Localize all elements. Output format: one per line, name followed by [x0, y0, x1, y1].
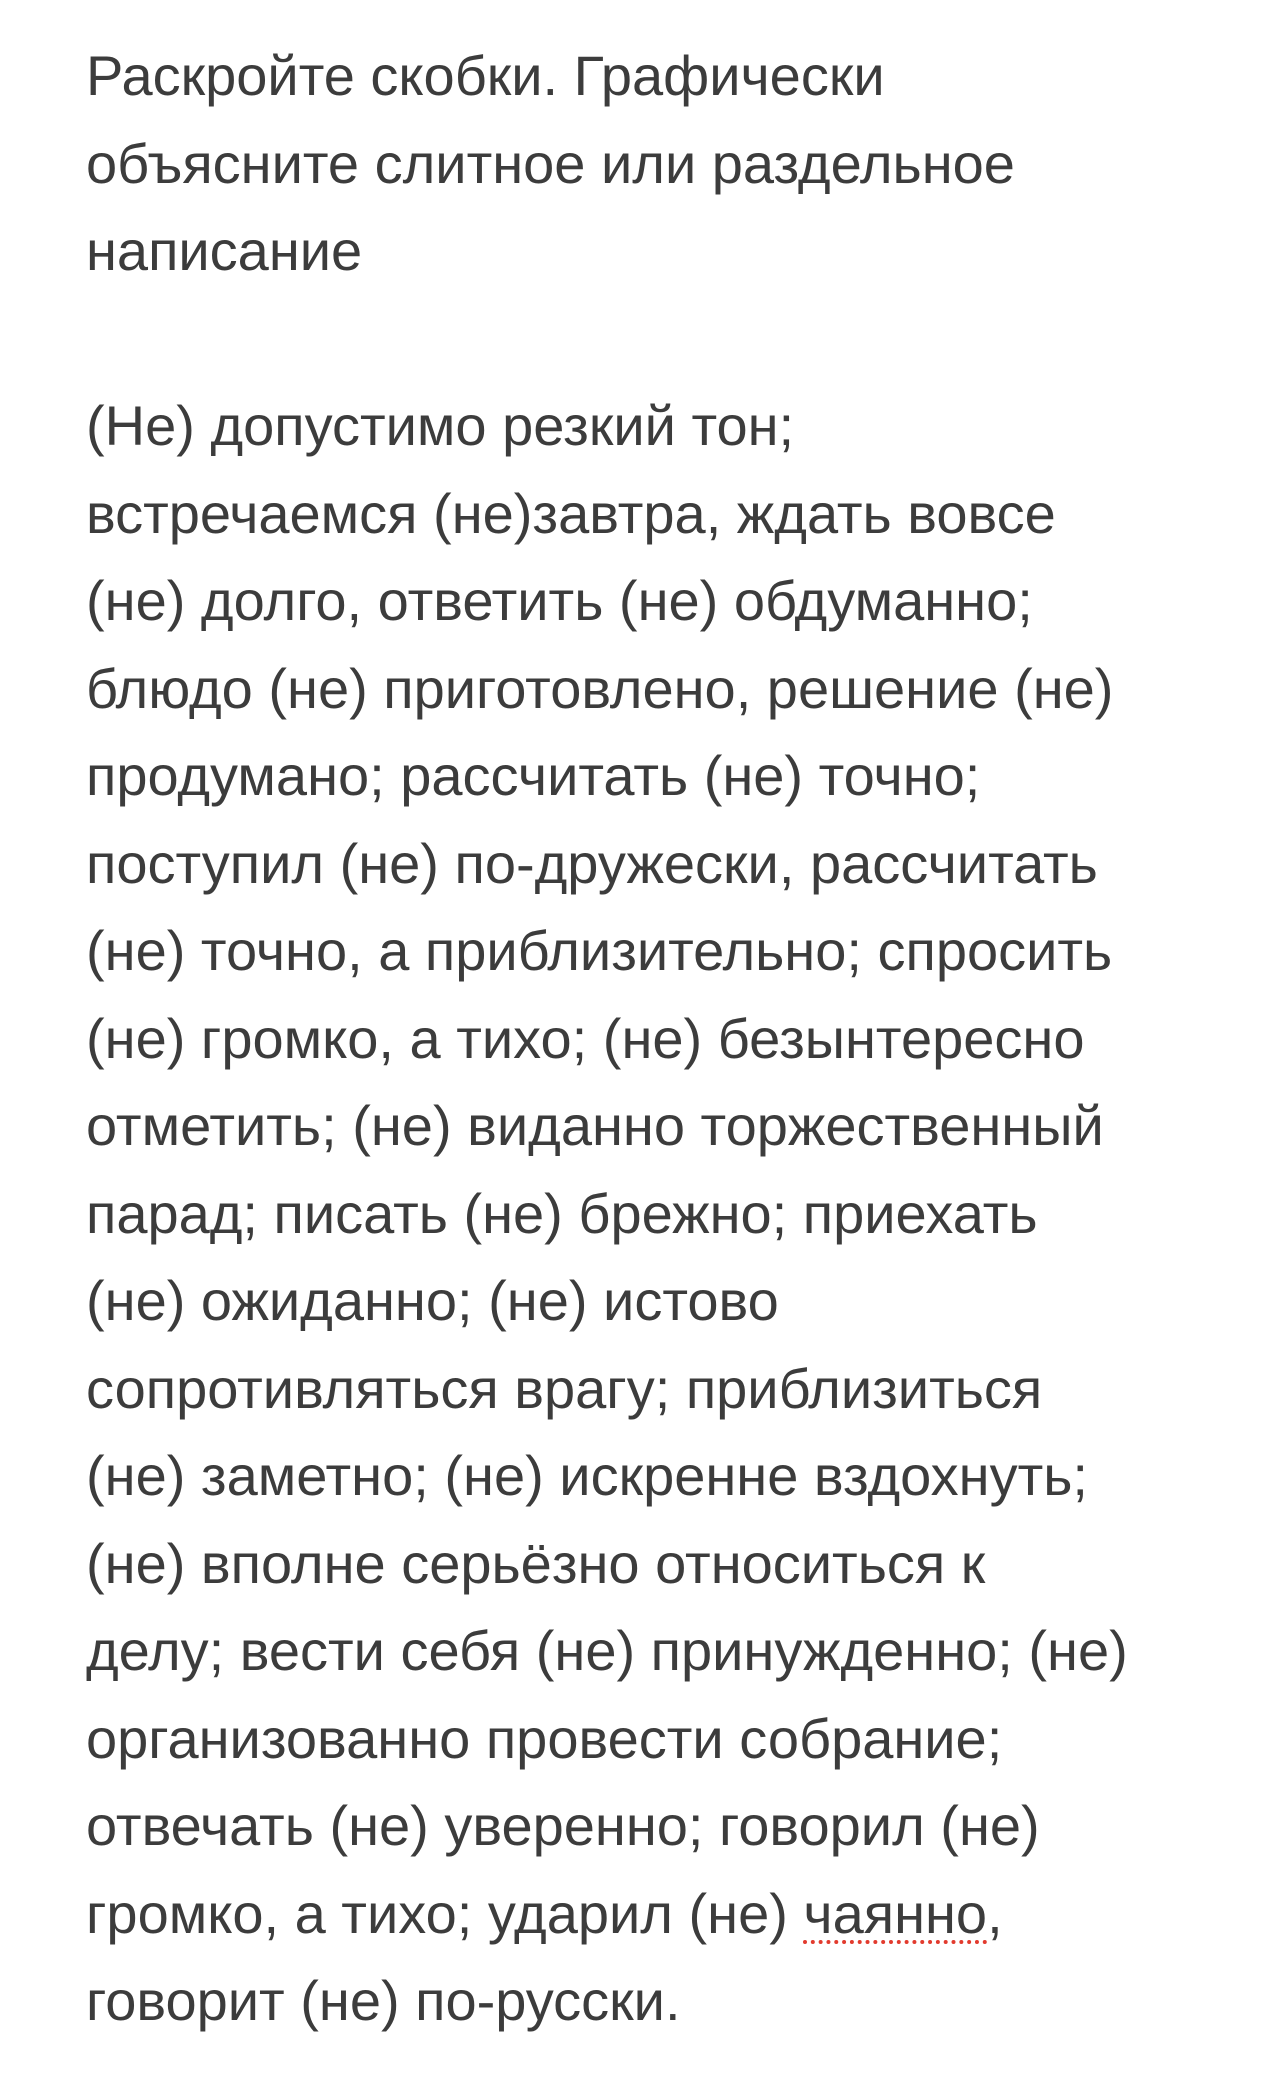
- exercise-line: (не) долго, ответить (не) обдуманно;: [86, 569, 1033, 632]
- exercise-text: [86, 382, 1216, 2045]
- exercise-line: (не) вполне серьёзно относиться к: [86, 1531, 986, 1595]
- task-title-line: объясните слитное или раздельное: [86, 131, 1015, 195]
- exercise-line: сопротивляться врагу; приблизиться: [86, 1356, 1043, 1420]
- exercise-line: поступил (не) по-дружески, рассчитать: [86, 831, 1098, 895]
- misspelled-word[interactable]: чаянно: [803, 1881, 988, 1945]
- task-title-line: Раскройте скобки. Графически: [86, 44, 885, 107]
- exercise-line: (не) заметно; (не) искренне вздохнуть;: [86, 1444, 1088, 1507]
- exercise-line: встречаемся (не)завтра, ждать вовсе: [86, 481, 1056, 545]
- text-segment: ,: [987, 1881, 1003, 1945]
- blank-line: [86, 295, 1216, 383]
- exercise-line: отвечать (не) уверенно; говорил (не): [86, 1794, 1040, 1857]
- exercise-line: отметить; (не) виданно торжественный: [86, 1094, 1104, 1157]
- task-title: [86, 32, 1216, 295]
- exercise-line: говорит (не) по-русски.: [86, 1969, 681, 2032]
- document-page: [86, 32, 1216, 2045]
- exercise-line: делу; вести себя (не) принужденно; (не): [86, 1619, 1128, 1682]
- exercise-line: продумано; рассчитать (не) точно;: [86, 744, 981, 807]
- exercise-line: организованно провести собрание;: [86, 1706, 1003, 1770]
- exercise-line: (не) точно, а приблизительно; спросить: [86, 919, 1113, 982]
- exercise-line: блюдо (не) приготовлено, решение (не): [86, 656, 1114, 720]
- exercise-line: (не) громко, а тихо; (не) безынтересно: [86, 1006, 1085, 1070]
- exercise-line-with-misspelling: [86, 1870, 1216, 1958]
- exercise-line: (Не) допустимо резкий тон;: [86, 394, 795, 457]
- text-segment: громко, а тихо; ударил (не): [86, 1881, 804, 1945]
- exercise-line: (не) ожиданно; (не) истово: [86, 1269, 779, 1332]
- task-title-line: написание: [86, 219, 363, 282]
- exercise-line: парад; писать (не) брежно; приехать: [86, 1181, 1038, 1245]
